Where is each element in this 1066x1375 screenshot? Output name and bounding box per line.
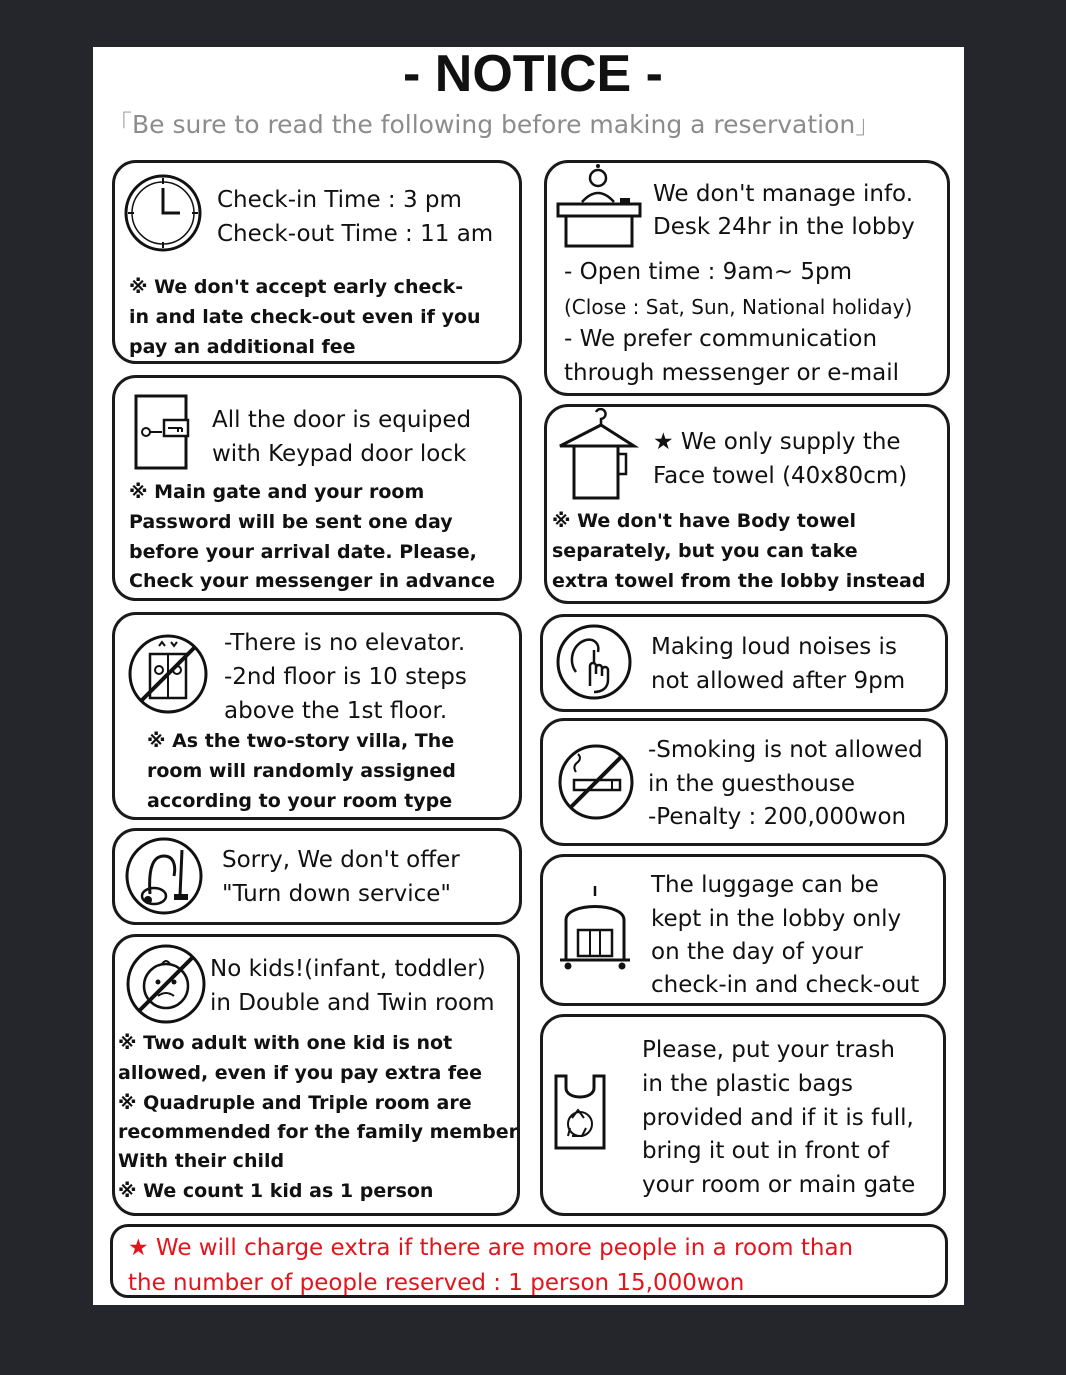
trash-line-3: provided and if it is full,	[642, 1105, 914, 1131]
towel-note-1: ※ We don't have Body towel	[552, 510, 857, 532]
page-subtitle: 「Be sure to read the following before making a reservation」	[107, 110, 881, 139]
kids-note-5: With their child	[118, 1150, 285, 1172]
checkin-note-2: in and late check-out even if you	[129, 306, 481, 328]
checkin-note-3: pay an additional fee	[129, 336, 356, 358]
trash-line-4: bring it out in front of	[642, 1138, 890, 1164]
elevator-note-1: ※ As the two-story villa, The	[147, 730, 455, 752]
towel-line-1: ★ We only supply the	[653, 429, 901, 455]
extra-charge-line-1: ★ We will charge extra if there are more people in a room than	[128, 1235, 854, 1261]
trash-line-2: in the plastic bags	[642, 1071, 854, 1097]
luggage-line-4: check-in and check-out	[651, 972, 920, 998]
info-line-1: We don't manage info.	[653, 181, 914, 207]
smoking-line-3: -Penalty : 200,000won	[648, 804, 907, 830]
no-elevator-icon	[126, 632, 210, 716]
no-kids-icon	[124, 942, 208, 1026]
elevator-line-1: -There is no elevator.	[224, 630, 466, 656]
clock-icon	[122, 172, 204, 254]
door-lock-icon	[130, 392, 192, 472]
info-line-2: Desk 24hr in the lobby	[653, 214, 915, 240]
elevator-note-2: room will randomly assigned	[147, 760, 456, 782]
no-noise-icon	[554, 622, 634, 702]
towel-hanger-icon	[552, 408, 642, 502]
vacuum-cleaner-icon	[124, 836, 208, 916]
kids-note-3: ※ Quadruple and Triple room are	[118, 1092, 472, 1114]
luggage-cart-icon	[558, 884, 632, 974]
kids-note-1: ※ Two adult with one kid is not	[118, 1032, 453, 1054]
door-note-3: before your arrival date. Please,	[129, 541, 477, 563]
elevator-line-3: above the 1st floor.	[224, 698, 448, 724]
door-note-1: ※ Main gate and your room	[129, 481, 425, 503]
towel-note-3: extra towel from the lobby instead	[552, 570, 926, 592]
towel-line-2: Face towel (40x80cm)	[653, 463, 908, 489]
no-smoking-icon	[556, 742, 636, 822]
kids-line-1: No kids!(infant, toddler)	[210, 956, 486, 982]
elevator-note-3: according to your room type	[147, 790, 453, 812]
kids-note-6: ※ We count 1 kid as 1 person	[118, 1180, 434, 1202]
info-line-6: through messenger or e-mail	[564, 360, 900, 386]
page-title: - NOTICE -	[403, 45, 663, 103]
door-note-4: Check your messenger in advance	[129, 570, 495, 592]
door-line-1: All the door is equiped	[212, 407, 472, 433]
noise-line-1: Making loud noises is	[651, 634, 897, 660]
luggage-line-2: kept in the lobby only	[651, 906, 902, 932]
recycle-bag-icon	[552, 1066, 608, 1152]
checkin-note-1: ※ We don't accept early check-	[129, 276, 464, 298]
elevator-line-2: -2nd floor is 10 steps	[224, 664, 467, 690]
reception-desk-icon	[554, 164, 644, 250]
kids-line-2: in Double and Twin room	[210, 990, 495, 1016]
noise-line-2: not allowed after 9pm	[651, 668, 906, 694]
kids-note-4: recommended for the family member	[118, 1121, 518, 1143]
turndown-line-2: "Turn down service"	[222, 881, 451, 907]
trash-line-1: Please, put your trash	[642, 1037, 895, 1063]
towel-note-2: separately, but you can take	[552, 540, 858, 562]
smoking-line-2: in the guesthouse	[648, 771, 856, 797]
door-line-2: with Keypad door lock	[212, 441, 467, 467]
smoking-line-1: -Smoking is not allowed	[648, 737, 923, 763]
turndown-line-1: Sorry, We don't offer	[222, 847, 460, 873]
checkin-time: Check-in Time : 3 pm	[217, 187, 462, 213]
luggage-line-3: on the day of your	[651, 939, 863, 965]
kids-note-2: allowed, even if you pay extra fee	[118, 1062, 482, 1084]
info-line-3: - Open time : 9am~ 5pm	[564, 259, 853, 285]
info-line-5: - We prefer communication	[564, 326, 878, 352]
extra-charge-line-2: the number of people reserved : 1 person 15,000won	[128, 1270, 745, 1296]
trash-line-5: your room or main gate	[642, 1172, 916, 1198]
info-line-4: (Close : Sat, Sun, National holiday)	[564, 295, 913, 319]
door-note-2: Password will be sent one day	[129, 511, 453, 533]
luggage-line-1: The luggage can be	[651, 872, 879, 898]
checkout-time: Check-out Time : 11 am	[217, 221, 494, 247]
